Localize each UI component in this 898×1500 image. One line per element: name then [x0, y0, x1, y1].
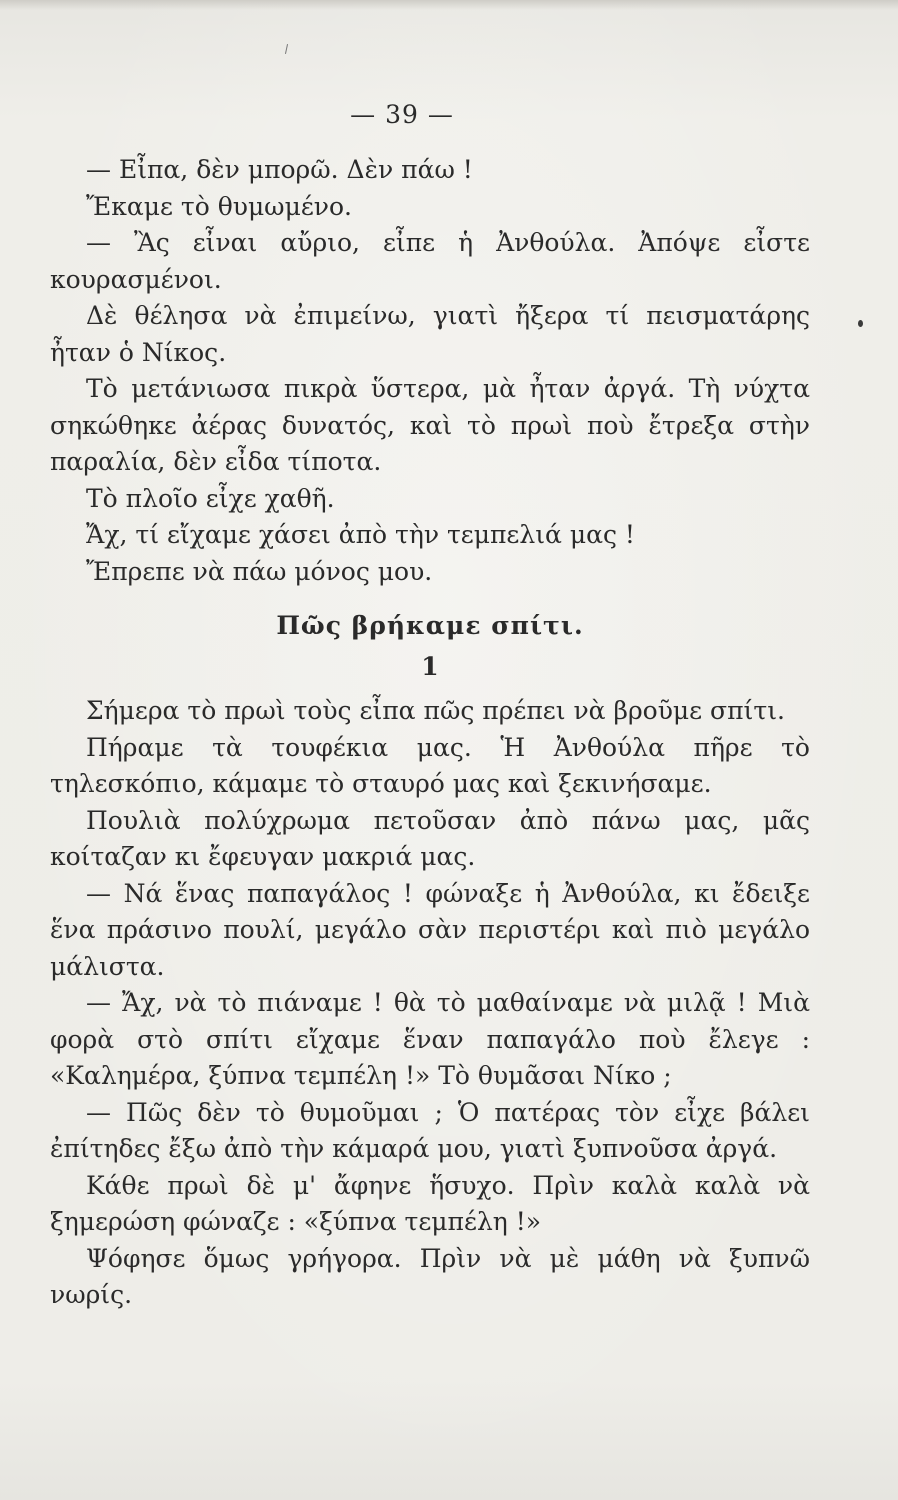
ink-mark [285, 44, 288, 54]
paragraph: Πουλιὰ πολύχρωμα πετοῦσαν ἀπὸ πάνω μας, μᾶς κοίταζαν κι ἔφευγαν μακριά μας. [50, 805, 810, 871]
paragraph: — Ἂς εἶναι αὔριο, εἶπε ἡ Ἀνθούλα. Ἀπόψε εἶστε κουρασμένοι. [50, 228, 810, 294]
paragraph: Ψόφησε ὅμως γρήγορα. Πρὶν νὰ μὲ μάθη νὰ ξυπνῶ νωρίς. [50, 1243, 810, 1309]
paragraph: — Νά ἕνας παπαγάλος ! φώναξε ἡ Ἀνθούλα, κι ἔδειξε ἕνα πράσινο πουλί, μεγάλο σὰν περιστέρι καὶ πιὸ μεγάλο μάλιστα. [50, 878, 810, 981]
paragraph: Ἔπρεπε νὰ πάω μόνος μου. [86, 556, 433, 586]
section-number: 1 [421, 651, 439, 681]
paragraph: Τὸ μετάνιωσα πικρὰ ὕστερα, μὰ ἦταν ἀργά. Τὴ νύχτα σηκώθηκε ἀέρας δυνατός, καὶ τὸ πρωὶ ποὺ ἔτρεξα στὴν παραλία, δὲν εἶδα τίποτα. [50, 374, 810, 476]
paragraph: Τὸ πλοῖο εἶχε χαθῆ. [86, 483, 335, 513]
paragraph: Κάθε πρωὶ δὲ μ' ἄφηνε ἥσυχο. Πρὶν καλὰ καλὰ νὰ ξημερώση φώναζε : «ξύπνα τεμπέλη !» [50, 1170, 810, 1236]
paragraph: Σήμερα τὸ πρωὶ τοὺς εἶπα πῶς πρέπει νὰ βροῦμε σπίτι. [86, 696, 785, 725]
body-text [50, 152, 810, 1314]
paragraph: Ἔκαμε τὸ θυμωμένο. [86, 191, 352, 221]
ink-dot [858, 320, 863, 327]
section-heading: Πῶς βρήκαμε σπίτι. [276, 611, 584, 640]
paragraph: Ἄχ, τί εἴχαμε χάσει ἀπὸ τὴν τεμπελιά μας ! [86, 520, 635, 549]
paragraph: — Εἶπα, δὲν μπορῶ. Δὲν πάω ! [86, 155, 473, 184]
paragraph: Δὲ θέλησα νὰ ἐπιμείνω, γιατὶ ἤξερα τί πεισματάρης ἦταν ὁ Νίκος. [50, 301, 810, 367]
paragraph: Πήραμε τὰ τουφέκια μας. Ἡ Ἀνθούλα πῆρε τὸ τηλεσκόπιο, κάμαμε τὸ σταυρό μας καὶ ξεκινήσαμε. [50, 732, 810, 798]
paragraph: — Πῶς δὲν τὸ θυμοῦμαι ; Ὁ πατέρας τὸν εἶχε βάλει ἐπίτηδες ἔξω ἀπὸ τὴν κάμαρά μου, γιατὶ ξυπνοῦσα ἀργά. [50, 1097, 810, 1163]
page-top-edge [0, 0, 898, 10]
page-number: — 39 — [350, 100, 454, 129]
paragraph: — Ἄχ, νὰ τὸ πιάναμε ! θὰ τὸ μαθαίναμε νὰ μιλᾷ ! Μιὰ φορὰ στὸ σπίτι εἴχαμε ἕναν παπαγάλο ποὺ ἔλεγε : «Καλημέρα, ξύπνα τεμπέλη !» Τὸ θυμᾶσαι Νίκο ; [50, 988, 810, 1090]
